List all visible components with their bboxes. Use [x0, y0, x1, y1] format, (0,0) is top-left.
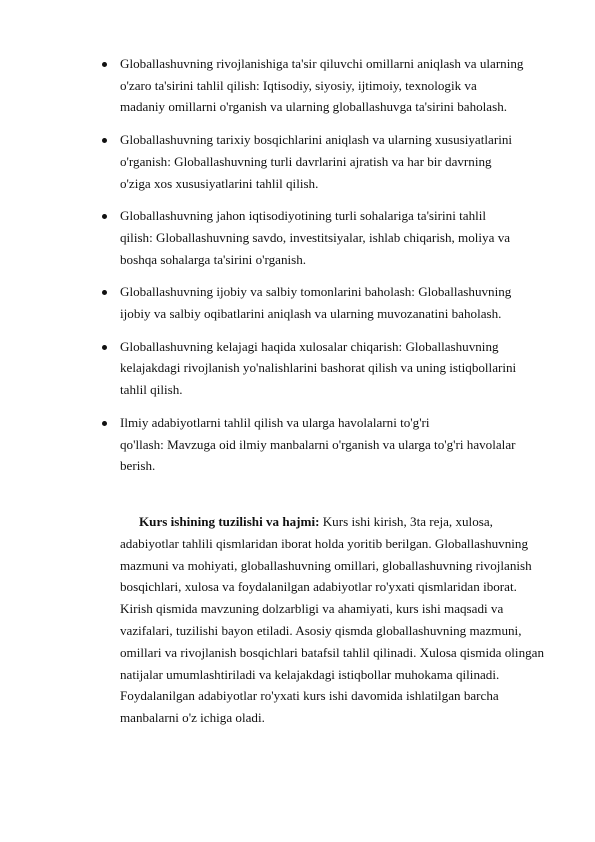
list-item-line: tahlil qilish.: [120, 382, 183, 398]
list-item-line: madaniy omillarni o'rganish va ularning globallashuvga ta'sirini baholash.: [120, 99, 508, 115]
list-item-line: Globallashuvning ijobiy va salbiy tomonlarini baholash: Globallashuvning: [120, 284, 512, 300]
list-item-line: Globallashuvning jahon iqtisodiyotining turli sohalariga ta'sirini tahlil: [120, 208, 487, 224]
list-item-line: Globallashuvning kelajagi haqida xulosalar chiqarish: Globallashuvning: [120, 338, 499, 354]
bullet-icon: [102, 290, 107, 295]
bullet-icon: [102, 138, 107, 143]
objectives-list: [0, 53, 595, 488]
list-item: [0, 129, 595, 194]
structure-paragraph: [120, 511, 545, 729]
list-item-line: kelajakdagi rivojlanish yo'nalishlarini bashorat qilish va uning istiqbollarini: [120, 360, 517, 376]
list-item: [0, 412, 595, 477]
list-item: [0, 53, 595, 118]
list-item-line: ijobiy va salbiy oqibatlarini aniqlash va ularning muvozanatini baholash.: [120, 306, 502, 322]
list-item-line: Ilmiy adabiyotlarni tahlil qilish va ularga havolalarni to'g'ri: [120, 414, 430, 430]
list-item-line: Globallashuvning rivojlanishiga ta'sir qiluvchi omillarni aniqlash va ularning: [120, 56, 524, 71]
bullet-icon: [102, 345, 107, 350]
list-item-line: berish.: [120, 458, 156, 474]
list-item-line: o'zaro ta'sirini tahlil qilish: Iqtisodiy, siyosiy, ijtimoiy, texnologik va: [120, 77, 477, 93]
list-item-line: o'rganish: Globallashuvning turli davrlarini ajratish va har bir davrning: [120, 153, 492, 169]
bullet-icon: [102, 421, 107, 426]
list-item-line: qilish: Globallashuvning savdo, investitsiyalar, ishlab chiqarish, moliya va: [120, 229, 511, 245]
list-item: [0, 205, 595, 270]
list-item-line: qo'llash: Mavzuga oid ilmiy manbalarni o'rganish va ularga to'g'ri havolalar: [120, 436, 516, 452]
paragraph-body: Kurs ishi kirish, 3ta reja, xulosa, adabiyotlar tahlili qismlaridan iborat holda yoritib berilgan. Globallashuvning mazmuni va mohiyati, globallashuvning omillari, globallashuvning rivojlanish bosqichlari, xulosa va foydalanilgan adabiyotlar ro'yxati qismlaridan iborat. Kirish qismida mavzuning dolzarbligi va ahamiyati, kurs ishi maqsadi va vazifalari, tuzilishi bayon etiladi. Asosiy qismda globallashuvning mazmuni, omillari va rivojlanish bosqichlari batafsil tahlil qilinadi. Xulosa qismida olingan natijalar umumlashtiriladi va kelajakdagi istiqbollar muhokama qilinadi. Foydalanilgan adabiyotlar ro'yxati kurs ishi davomida ishlatilgan barcha manbalarni o'z ichiga oladi.: [120, 514, 545, 726]
list-item-line: Globallashuvning tarixiy bosqichlarini aniqlash va ularning xususiyatlarini: [120, 132, 513, 148]
bullet-icon: [102, 214, 107, 219]
list-item: [0, 336, 595, 401]
bullet-icon: [102, 62, 107, 67]
paragraph-heading: Kurs ishining tuzilishi va hajmi:: [139, 514, 320, 529]
list-item-line: boshqa sohalarga ta'sirini o'rganish.: [120, 251, 307, 267]
list-item-line: o'ziga xos xususiyatlarini tahlil qilish.: [120, 175, 319, 191]
list-item: [0, 281, 595, 324]
